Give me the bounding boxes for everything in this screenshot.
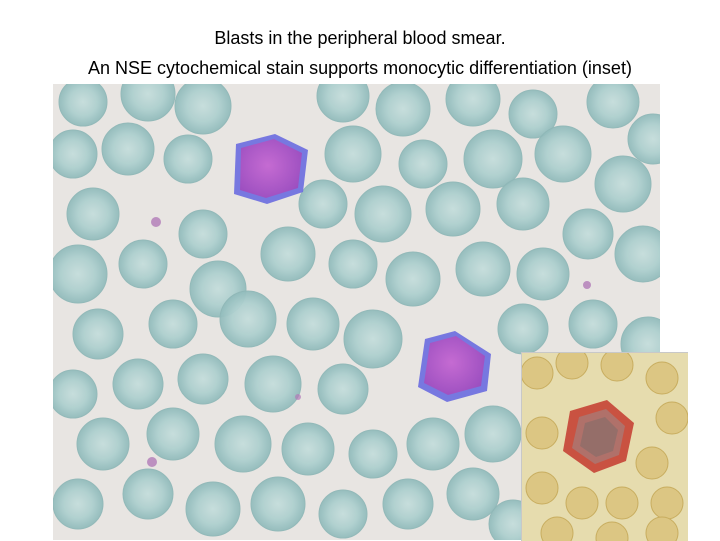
slide-title-line-1: Blasts in the peripheral blood smear. — [214, 28, 506, 48]
nse-stain-inset-image — [521, 352, 688, 541]
slide-title-line-2: An NSE cytochemical stain supports monocytic differentiation (inset) — [88, 58, 632, 78]
